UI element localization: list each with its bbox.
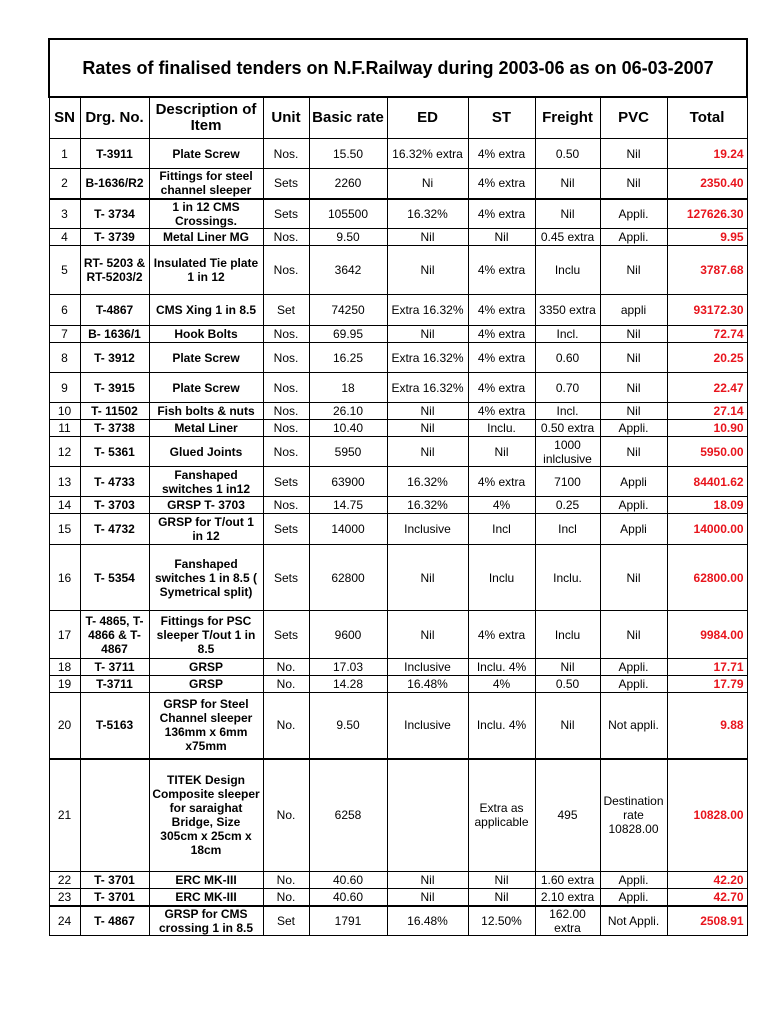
cell-description: GRSP for T/out 1 in 12 bbox=[149, 514, 263, 545]
cell-drg-no: T-3911 bbox=[80, 139, 149, 169]
cell-total: 2350.40 bbox=[667, 169, 747, 199]
cell-total: 10.90 bbox=[667, 420, 747, 437]
cell-pvc: Destination rate 10828.00 bbox=[600, 759, 667, 872]
cell-total: 10828.00 bbox=[667, 759, 747, 872]
table-row bbox=[49, 693, 747, 759]
cell-ed: Nil bbox=[387, 872, 468, 889]
cell-description: Glued Joints bbox=[149, 437, 263, 467]
cell-ed: Nil bbox=[387, 420, 468, 437]
cell-basic-rate: 9.50 bbox=[309, 229, 387, 246]
cell-total: 84401.62 bbox=[667, 467, 747, 497]
cell-total: 22.47 bbox=[667, 373, 747, 403]
table-row bbox=[49, 169, 747, 199]
cell-drg-no: T- 4732 bbox=[80, 514, 149, 545]
cell-unit: Nos. bbox=[263, 420, 309, 437]
cell-freight: Nil bbox=[535, 659, 600, 676]
header-sn: SN bbox=[49, 97, 80, 139]
title-row bbox=[49, 39, 747, 97]
cell-pvc: Nil bbox=[600, 343, 667, 373]
cell-freight: Inclu. bbox=[535, 545, 600, 611]
cell-sn: 21 bbox=[49, 759, 80, 872]
cell-sn: 12 bbox=[49, 437, 80, 467]
cell-basic-rate: 14.75 bbox=[309, 497, 387, 514]
cell-total: 127626.30 bbox=[667, 199, 747, 229]
cell-basic-rate: 18 bbox=[309, 373, 387, 403]
header-ed: ED bbox=[387, 97, 468, 139]
cell-description: Fanshaped switches 1 in12 bbox=[149, 467, 263, 497]
cell-ed: 16.32% extra bbox=[387, 139, 468, 169]
header-st: ST bbox=[468, 97, 535, 139]
cell-drg-no: T- 5361 bbox=[80, 437, 149, 467]
cell-description: Metal Liner MG bbox=[149, 229, 263, 246]
cell-basic-rate: 3642 bbox=[309, 246, 387, 295]
header-description: Description of Item bbox=[149, 97, 263, 139]
cell-basic-rate: 5950 bbox=[309, 437, 387, 467]
cell-pvc: Not appli. bbox=[600, 693, 667, 759]
cell-description: Metal Liner bbox=[149, 420, 263, 437]
cell-drg-no: RT- 5203 & RT-5203/2 bbox=[80, 246, 149, 295]
cell-st: 4% extra bbox=[468, 246, 535, 295]
cell-basic-rate: 40.60 bbox=[309, 872, 387, 889]
cell-description: GRSP for CMS crossing 1 in 8.5 bbox=[149, 906, 263, 936]
cell-pvc: Nil bbox=[600, 437, 667, 467]
cell-freight: Inclu bbox=[535, 246, 600, 295]
cell-freight: 0.70 bbox=[535, 373, 600, 403]
cell-basic-rate: 9600 bbox=[309, 611, 387, 659]
table-row bbox=[49, 139, 747, 169]
cell-description: CMS Xing 1 in 8.5 bbox=[149, 295, 263, 326]
cell-description: GRSP T- 3703 bbox=[149, 497, 263, 514]
cell-basic-rate: 74250 bbox=[309, 295, 387, 326]
rates-table bbox=[48, 38, 748, 936]
cell-drg-no: T- 4865, T-4866 & T-4867 bbox=[80, 611, 149, 659]
cell-unit: No. bbox=[263, 872, 309, 889]
cell-drg-no: T- 5354 bbox=[80, 545, 149, 611]
cell-freight: Inclu bbox=[535, 611, 600, 659]
cell-drg-no: T-3711 bbox=[80, 676, 149, 693]
cell-description: Plate Screw bbox=[149, 343, 263, 373]
cell-st: Inclu. bbox=[468, 420, 535, 437]
cell-st: 4% extra bbox=[468, 139, 535, 169]
cell-basic-rate: 15.50 bbox=[309, 139, 387, 169]
cell-st: Inclu. 4% bbox=[468, 659, 535, 676]
cell-description: Fish bolts & nuts bbox=[149, 403, 263, 420]
cell-drg-no: T- 3738 bbox=[80, 420, 149, 437]
cell-basic-rate: 2260 bbox=[309, 169, 387, 199]
cell-sn: 15 bbox=[49, 514, 80, 545]
cell-ed: Inclusive bbox=[387, 693, 468, 759]
cell-total: 17.71 bbox=[667, 659, 747, 676]
table-row bbox=[49, 676, 747, 693]
cell-total: 3787.68 bbox=[667, 246, 747, 295]
cell-freight: Nil bbox=[535, 169, 600, 199]
cell-description: 1 in 12 CMS Crossings. bbox=[149, 199, 263, 229]
cell-description: GRSP bbox=[149, 659, 263, 676]
cell-unit: Sets bbox=[263, 199, 309, 229]
cell-pvc: Nil bbox=[600, 139, 667, 169]
cell-freight: 2.10 extra bbox=[535, 889, 600, 906]
cell-unit: Sets bbox=[263, 611, 309, 659]
cell-total: 42.70 bbox=[667, 889, 747, 906]
table-row bbox=[49, 229, 747, 246]
cell-sn: 10 bbox=[49, 403, 80, 420]
table-row bbox=[49, 611, 747, 659]
cell-description: ERC MK-III bbox=[149, 889, 263, 906]
cell-sn: 20 bbox=[49, 693, 80, 759]
cell-basic-rate: 26.10 bbox=[309, 403, 387, 420]
cell-pvc: Appli. bbox=[600, 676, 667, 693]
cell-ed: Nil bbox=[387, 229, 468, 246]
cell-ed: Nil bbox=[387, 403, 468, 420]
cell-total: 18.09 bbox=[667, 497, 747, 514]
header-pvc: PVC bbox=[600, 97, 667, 139]
cell-st: 4% extra bbox=[468, 343, 535, 373]
cell-sn: 6 bbox=[49, 295, 80, 326]
cell-drg-no: T- 3915 bbox=[80, 373, 149, 403]
cell-unit: Nos. bbox=[263, 497, 309, 514]
cell-unit: Sets bbox=[263, 545, 309, 611]
cell-ed: Nil bbox=[387, 889, 468, 906]
cell-pvc: Nil bbox=[600, 373, 667, 403]
cell-unit: Sets bbox=[263, 467, 309, 497]
table-row bbox=[49, 199, 747, 229]
cell-unit: No. bbox=[263, 759, 309, 872]
cell-total: 42.20 bbox=[667, 872, 747, 889]
cell-unit: Nos. bbox=[263, 326, 309, 343]
cell-basic-rate: 10.40 bbox=[309, 420, 387, 437]
cell-description: ERC MK-III bbox=[149, 872, 263, 889]
cell-freight: 0.50 bbox=[535, 676, 600, 693]
table-row bbox=[49, 759, 747, 872]
cell-sn: 14 bbox=[49, 497, 80, 514]
cell-ed: 16.48% bbox=[387, 676, 468, 693]
cell-drg-no: T- 3711 bbox=[80, 659, 149, 676]
cell-total: 9.88 bbox=[667, 693, 747, 759]
cell-st: 4% bbox=[468, 676, 535, 693]
cell-st: Inclu bbox=[468, 545, 535, 611]
cell-drg-no: B-1636/R2 bbox=[80, 169, 149, 199]
cell-freight: 162.00 extra bbox=[535, 906, 600, 936]
cell-freight: Nil bbox=[535, 199, 600, 229]
cell-basic-rate: 63900 bbox=[309, 467, 387, 497]
cell-unit: No. bbox=[263, 676, 309, 693]
cell-drg-no: T- 11502 bbox=[80, 403, 149, 420]
cell-drg-no: T-4867 bbox=[80, 295, 149, 326]
table-row bbox=[49, 906, 747, 936]
cell-freight: Incl bbox=[535, 514, 600, 545]
cell-unit: Set bbox=[263, 295, 309, 326]
cell-unit: Nos. bbox=[263, 403, 309, 420]
cell-description: GRSP bbox=[149, 676, 263, 693]
table-row bbox=[49, 437, 747, 467]
header-drg-no: Drg. No. bbox=[80, 97, 149, 139]
cell-ed: Nil bbox=[387, 246, 468, 295]
cell-st: 4% extra bbox=[468, 326, 535, 343]
cell-basic-rate: 6258 bbox=[309, 759, 387, 872]
cell-ed: Inclusive bbox=[387, 659, 468, 676]
cell-pvc: Appli. bbox=[600, 199, 667, 229]
cell-drg-no: T- 3912 bbox=[80, 343, 149, 373]
cell-ed: Extra 16.32% bbox=[387, 373, 468, 403]
cell-total: 14000.00 bbox=[667, 514, 747, 545]
header-total: Total bbox=[667, 97, 747, 139]
cell-st: 4% extra bbox=[468, 169, 535, 199]
cell-st: Nil bbox=[468, 889, 535, 906]
cell-freight: Incl. bbox=[535, 403, 600, 420]
cell-ed: 16.32% bbox=[387, 199, 468, 229]
cell-freight: 1.60 extra bbox=[535, 872, 600, 889]
cell-freight: 0.50 bbox=[535, 139, 600, 169]
cell-freight: 3350 extra bbox=[535, 295, 600, 326]
cell-ed: Ni bbox=[387, 169, 468, 199]
cell-description: TITEK Design Composite sleeper for saraighat Bridge, Size 305cm x 25cm x 18cm bbox=[149, 759, 263, 872]
cell-total: 72.74 bbox=[667, 326, 747, 343]
table-row bbox=[49, 545, 747, 611]
cell-freight: 0.25 bbox=[535, 497, 600, 514]
cell-st: 4% extra bbox=[468, 373, 535, 403]
table-row bbox=[49, 420, 747, 437]
table-row bbox=[49, 514, 747, 545]
cell-pvc: Appli. bbox=[600, 420, 667, 437]
cell-sn: 22 bbox=[49, 872, 80, 889]
cell-freight: 7100 bbox=[535, 467, 600, 497]
cell-drg-no bbox=[80, 759, 149, 872]
cell-st: 4% extra bbox=[468, 199, 535, 229]
cell-freight: Nil bbox=[535, 693, 600, 759]
cell-total: 5950.00 bbox=[667, 437, 747, 467]
cell-pvc: Appli. bbox=[600, 889, 667, 906]
sheet-title: Rates of finalised tenders on N.F.Railway during 2003-06 as on 06-03-2007 bbox=[49, 39, 747, 97]
cell-st: 4% extra bbox=[468, 467, 535, 497]
cell-ed bbox=[387, 759, 468, 872]
cell-drg-no: T- 3701 bbox=[80, 889, 149, 906]
cell-freight: Incl. bbox=[535, 326, 600, 343]
cell-pvc: Appli. bbox=[600, 497, 667, 514]
cell-sn: 24 bbox=[49, 906, 80, 936]
cell-description: Plate Screw bbox=[149, 373, 263, 403]
cell-basic-rate: 14.28 bbox=[309, 676, 387, 693]
cell-ed: Nil bbox=[387, 326, 468, 343]
cell-sn: 18 bbox=[49, 659, 80, 676]
cell-sn: 13 bbox=[49, 467, 80, 497]
cell-unit: Sets bbox=[263, 514, 309, 545]
cell-st: Extra as applicable bbox=[468, 759, 535, 872]
cell-st: Incl bbox=[468, 514, 535, 545]
cell-ed: 16.32% bbox=[387, 467, 468, 497]
cell-sn: 7 bbox=[49, 326, 80, 343]
cell-basic-rate: 69.95 bbox=[309, 326, 387, 343]
cell-basic-rate: 62800 bbox=[309, 545, 387, 611]
cell-unit: Nos. bbox=[263, 437, 309, 467]
cell-total: 9984.00 bbox=[667, 611, 747, 659]
cell-description: Fanshaped switches 1 in 8.5 ( Symetrical split) bbox=[149, 545, 263, 611]
table-row bbox=[49, 295, 747, 326]
cell-description: GRSP for Steel Channel sleeper 136mm x 6mm x75mm bbox=[149, 693, 263, 759]
cell-unit: No. bbox=[263, 889, 309, 906]
cell-total: 27.14 bbox=[667, 403, 747, 420]
rates-sheet bbox=[48, 38, 746, 936]
header-row bbox=[49, 97, 747, 139]
cell-sn: 17 bbox=[49, 611, 80, 659]
cell-drg-no: T- 3734 bbox=[80, 199, 149, 229]
table-row bbox=[49, 889, 747, 906]
rates-table-body bbox=[49, 39, 747, 936]
cell-sn: 2 bbox=[49, 169, 80, 199]
cell-ed: Inclusive bbox=[387, 514, 468, 545]
cell-basic-rate: 16.25 bbox=[309, 343, 387, 373]
cell-unit: Nos. bbox=[263, 229, 309, 246]
table-row bbox=[49, 659, 747, 676]
cell-sn: 16 bbox=[49, 545, 80, 611]
cell-drg-no: T-5163 bbox=[80, 693, 149, 759]
cell-st: 4% extra bbox=[468, 295, 535, 326]
cell-pvc: Appli bbox=[600, 514, 667, 545]
cell-pvc: Nil bbox=[600, 545, 667, 611]
table-row bbox=[49, 467, 747, 497]
cell-sn: 8 bbox=[49, 343, 80, 373]
cell-basic-rate: 40.60 bbox=[309, 889, 387, 906]
cell-ed: Nil bbox=[387, 611, 468, 659]
cell-pvc: Appli. bbox=[600, 659, 667, 676]
cell-unit: Nos. bbox=[263, 343, 309, 373]
cell-sn: 23 bbox=[49, 889, 80, 906]
table-row bbox=[49, 403, 747, 420]
cell-ed: Nil bbox=[387, 437, 468, 467]
cell-st: 12.50% bbox=[468, 906, 535, 936]
cell-description: Plate Screw bbox=[149, 139, 263, 169]
cell-ed: Extra 16.32% bbox=[387, 343, 468, 373]
cell-freight: 495 bbox=[535, 759, 600, 872]
cell-pvc: Appli. bbox=[600, 229, 667, 246]
cell-st: 4% bbox=[468, 497, 535, 514]
cell-basic-rate: 105500 bbox=[309, 199, 387, 229]
header-unit: Unit bbox=[263, 97, 309, 139]
cell-total: 20.25 bbox=[667, 343, 747, 373]
cell-pvc: Nil bbox=[600, 169, 667, 199]
cell-pvc: Nil bbox=[600, 246, 667, 295]
cell-sn: 9 bbox=[49, 373, 80, 403]
cell-freight: 0.60 bbox=[535, 343, 600, 373]
cell-unit: Sets bbox=[263, 169, 309, 199]
table-row bbox=[49, 872, 747, 889]
cell-sn: 19 bbox=[49, 676, 80, 693]
cell-st: 4% extra bbox=[468, 611, 535, 659]
cell-st: Nil bbox=[468, 229, 535, 246]
cell-sn: 4 bbox=[49, 229, 80, 246]
cell-drg-no: B- 1636/1 bbox=[80, 326, 149, 343]
table-row bbox=[49, 497, 747, 514]
cell-unit: Nos. bbox=[263, 373, 309, 403]
cell-unit: Nos. bbox=[263, 246, 309, 295]
cell-total: 62800.00 bbox=[667, 545, 747, 611]
cell-ed: 16.32% bbox=[387, 497, 468, 514]
cell-pvc: Not Appli. bbox=[600, 906, 667, 936]
cell-sn: 11 bbox=[49, 420, 80, 437]
cell-pvc: Nil bbox=[600, 326, 667, 343]
cell-st: Nil bbox=[468, 437, 535, 467]
cell-description: Hook Bolts bbox=[149, 326, 263, 343]
cell-total: 9.95 bbox=[667, 229, 747, 246]
table-row bbox=[49, 373, 747, 403]
cell-total: 93172.30 bbox=[667, 295, 747, 326]
cell-unit: Set bbox=[263, 906, 309, 936]
cell-ed: 16.48% bbox=[387, 906, 468, 936]
cell-ed: Nil bbox=[387, 545, 468, 611]
cell-pvc: Appli. bbox=[600, 872, 667, 889]
cell-pvc: Nil bbox=[600, 611, 667, 659]
cell-basic-rate: 9.50 bbox=[309, 693, 387, 759]
header-freight: Freight bbox=[535, 97, 600, 139]
cell-unit: No. bbox=[263, 693, 309, 759]
cell-unit: Nos. bbox=[263, 139, 309, 169]
cell-sn: 3 bbox=[49, 199, 80, 229]
cell-total: 2508.91 bbox=[667, 906, 747, 936]
cell-freight: 1000 inlclusive bbox=[535, 437, 600, 467]
cell-basic-rate: 14000 bbox=[309, 514, 387, 545]
cell-drg-no: T- 3701 bbox=[80, 872, 149, 889]
cell-unit: No. bbox=[263, 659, 309, 676]
cell-freight: 0.50 extra bbox=[535, 420, 600, 437]
cell-st: Inclu. 4% bbox=[468, 693, 535, 759]
cell-pvc: Appli bbox=[600, 467, 667, 497]
table-row bbox=[49, 246, 747, 295]
cell-drg-no: T- 4867 bbox=[80, 906, 149, 936]
cell-freight: 0.45 extra bbox=[535, 229, 600, 246]
cell-sn: 1 bbox=[49, 139, 80, 169]
cell-ed: Extra 16.32% bbox=[387, 295, 468, 326]
header-basic-rate: Basic rate bbox=[309, 97, 387, 139]
cell-st: Nil bbox=[468, 872, 535, 889]
cell-basic-rate: 17.03 bbox=[309, 659, 387, 676]
cell-description: Fittings for steel channel sleeper bbox=[149, 169, 263, 199]
cell-drg-no: T- 4733 bbox=[80, 467, 149, 497]
cell-total: 19.24 bbox=[667, 139, 747, 169]
cell-st: 4% extra bbox=[468, 403, 535, 420]
cell-sn: 5 bbox=[49, 246, 80, 295]
cell-drg-no: T- 3703 bbox=[80, 497, 149, 514]
cell-pvc: appli bbox=[600, 295, 667, 326]
cell-description: Insulated Tie plate 1 in 12 bbox=[149, 246, 263, 295]
cell-description: Fittings for PSC sleeper T/out 1 in 8.5 bbox=[149, 611, 263, 659]
cell-drg-no: T- 3739 bbox=[80, 229, 149, 246]
cell-basic-rate: 1791 bbox=[309, 906, 387, 936]
table-row bbox=[49, 326, 747, 343]
cell-total: 17.79 bbox=[667, 676, 747, 693]
table-row bbox=[49, 343, 747, 373]
cell-pvc: Nil bbox=[600, 403, 667, 420]
